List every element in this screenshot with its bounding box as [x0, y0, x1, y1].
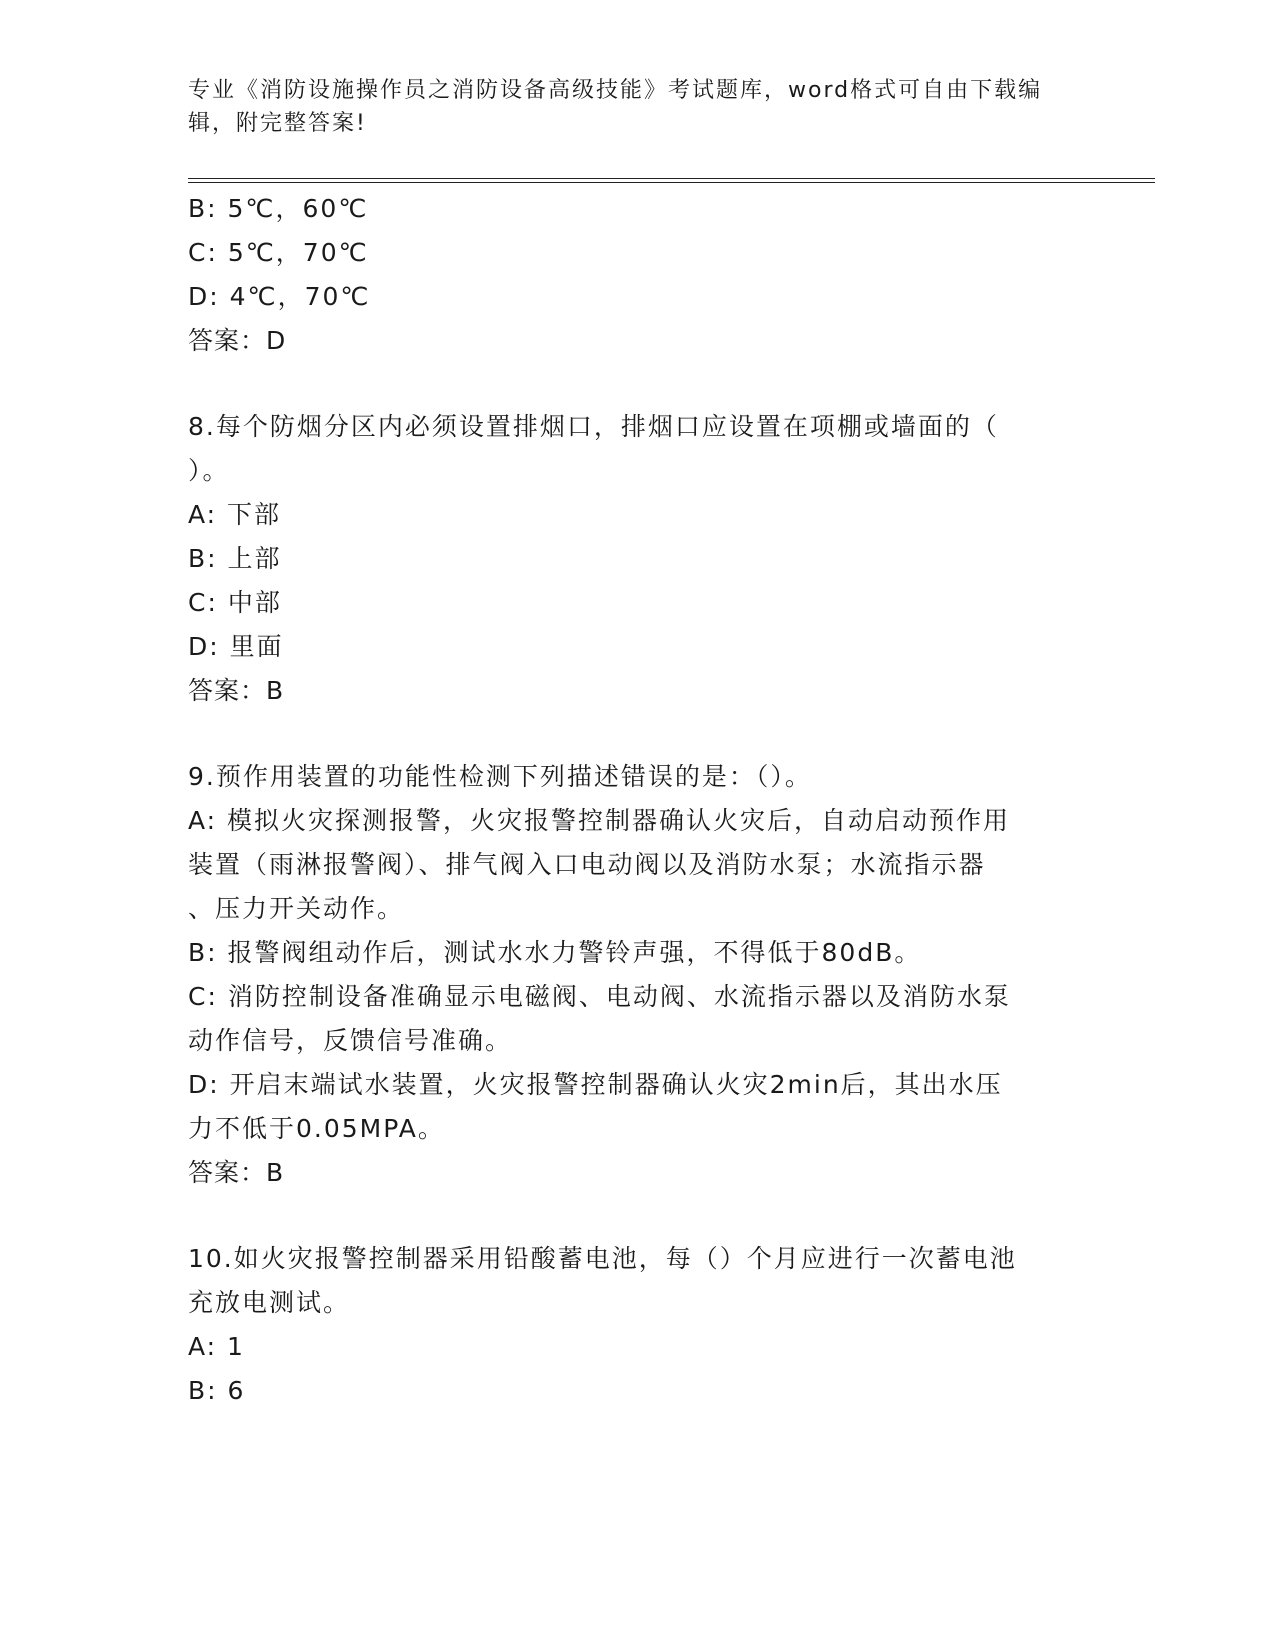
- q8-stem-line-1: 8.每个防烟分区内必须设置排烟口，排烟口应设置在项棚或墙面的（: [188, 412, 999, 441]
- document-header: [188, 74, 1068, 140]
- q9-option-a-line-2: 装置（雨淋报警阀）、排气阀入口电动阀以及消防水泵；水流指示器: [188, 850, 986, 879]
- q8-answer: 答案：B: [188, 676, 285, 705]
- q9-answer: 答案：B: [188, 1158, 285, 1187]
- q9-option-b: B: 报警阀组动作后，测试水水力警铃声强，不得低于80dB。: [188, 938, 922, 967]
- q7-option-b: B: 5℃，60℃: [188, 194, 369, 223]
- q8-option-b: B: 上部: [188, 544, 282, 573]
- q9-option-a-line-3: 、压力开关动作。: [188, 894, 405, 923]
- q9-stem: 9.预作用装置的功能性检测下列描述错误的是：（）。: [188, 762, 812, 791]
- q10-stem-line-1: 10.如火灾报警控制器采用铅酸蓄电池，每（）个月应进行一次蓄电池: [188, 1244, 1017, 1273]
- q9-option-d-line-2: 力不低于0.05MPA。: [188, 1114, 445, 1143]
- q10-option-b: B: 6: [188, 1376, 246, 1405]
- header-line-2: 辑，附完整答案!: [188, 111, 367, 136]
- q8-option-d: D: 里面: [188, 632, 284, 661]
- header-divider-top: [188, 178, 1155, 179]
- q7-option-d: D: 4℃，70℃: [188, 282, 371, 311]
- q9-option-a-line-1: A: 模拟火灾探测报警，火灾报警控制器确认火灾后，自动启动预作用: [188, 806, 1011, 835]
- q7-answer: 答案：D: [188, 326, 287, 355]
- q9-option-c-line-1: C: 消防控制设备准确显示电磁阀、电动阀、水流指示器以及消防水泵: [188, 982, 1011, 1011]
- q8-option-c: C: 中部: [188, 588, 282, 617]
- header-divider-bottom: [188, 182, 1155, 183]
- q8-option-a: A: 下部: [188, 500, 282, 529]
- q9-option-d-line-1: D: 开启末端试水装置，火灾报警控制器确认火灾2min后，其出水压: [188, 1070, 1003, 1099]
- q7-option-c: C: 5℃，70℃: [188, 238, 369, 267]
- q8-stem-line-2: ）。: [188, 456, 230, 485]
- q10-option-a: A: 1: [188, 1332, 245, 1361]
- q10-stem-line-2: 充放电测试。: [188, 1288, 351, 1317]
- header-line-1: 专业《消防设施操作员之消防设备高级技能》考试题库，word格式可自由下载编: [188, 78, 1043, 103]
- q9-option-c-line-2: 动作信号，反馈信号准确。: [188, 1026, 513, 1055]
